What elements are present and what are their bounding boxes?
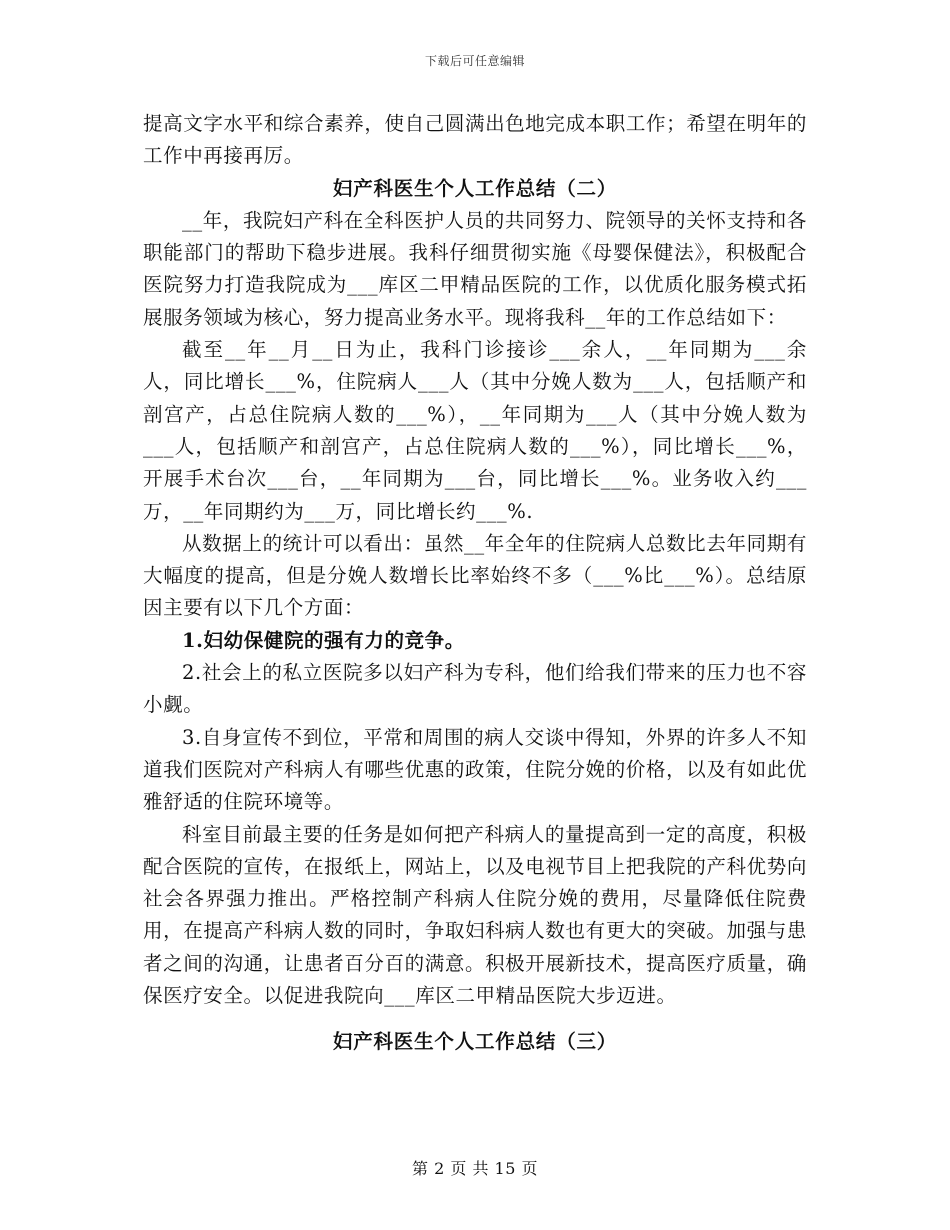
section-title-3: 妇产科医生个人工作总结（三）	[332, 1030, 618, 1054]
document-body	[143, 108, 807, 1059]
reason-item-2: 2.社会上的私立医院多以妇产科为专科，他们给我们带来的压力也不容小觑。	[143, 661, 807, 717]
analysis-paragraph: 从数据上的统计可以看出：虽然__年全年的住院病人总数比去年同期有大幅度的提高，但是分娩人数增长比率始终不多（___%比___%）。总结原因主要有以下几个方面：	[143, 531, 807, 620]
task-paragraph: 科室目前最主要的任务是如何把产科病人的量提高到一定的高度，积极配合医院的宣传，在报纸上，网站上，以及电视节目上把我院的产科优势向社会各界强力推出。严格控制产科病人住院分娩的费用，尽量降低住院费用，在提高产科病人数的同时，争取妇科病人数也有更大的突破。加强与患者之间的沟通，让患者百分百的满意。积极开展新技术，提高医疗质量，确保医疗安全。以促进我院向___库区二甲精品医院大步迈进。	[143, 822, 807, 1008]
section-title-2: 妇产科医生个人工作总结（二）	[332, 176, 618, 200]
statistics-paragraph: 截至__年__月__日为止，我科门诊接诊___余人，__年同期为___余人，同比增长___%，住院病人___人（其中分娩人数为___人，包括顺产和剖宫产，占总住院病人数的___%），__年同期为___人（其中分娩人数为___人，包括顺产和剖宫产，占总住院病人数的___%），同比增长___%，开展手术台次___台，__年同期为___台，同比增长___%。业务收入约___万，__年同期约为___万，同比增长约___%.	[143, 338, 807, 523]
intro-paragraph: __年，我院妇产科在全科医护人员的共同努力、院领导的关怀支持和各职能部门的帮助下稳步进展。我科仔细贯彻实施《母婴保健法》，积极配合医院努力打造我院成为___库区二甲精品医院的工作，以优质化服务模式拓展服务领域为核心，努力提高业务水平。现将我科__年的工作总结如下：	[143, 208, 807, 329]
reason-item-1: 1.妇幼保健院的强有力的竞争。	[182, 628, 465, 652]
reason-item-3: 3.自身宣传不到位，平常和周围的病人交谈中得知，外界的许多人不知道我们医院对产科病人有哪些优惠的政策，住院分娩的价格，以及有如此优雅舒适的住院环境等。	[143, 725, 807, 814]
page-header-note: 下载后可任意编辑	[424, 54, 525, 68]
page-number: 第 2 页 共 15 页	[412, 1159, 538, 1178]
continuation-paragraph: 提高文字水平和综合素养，使自己圆满出色地完成本职工作；希望在明年的工作中再接再厉。	[143, 112, 807, 168]
